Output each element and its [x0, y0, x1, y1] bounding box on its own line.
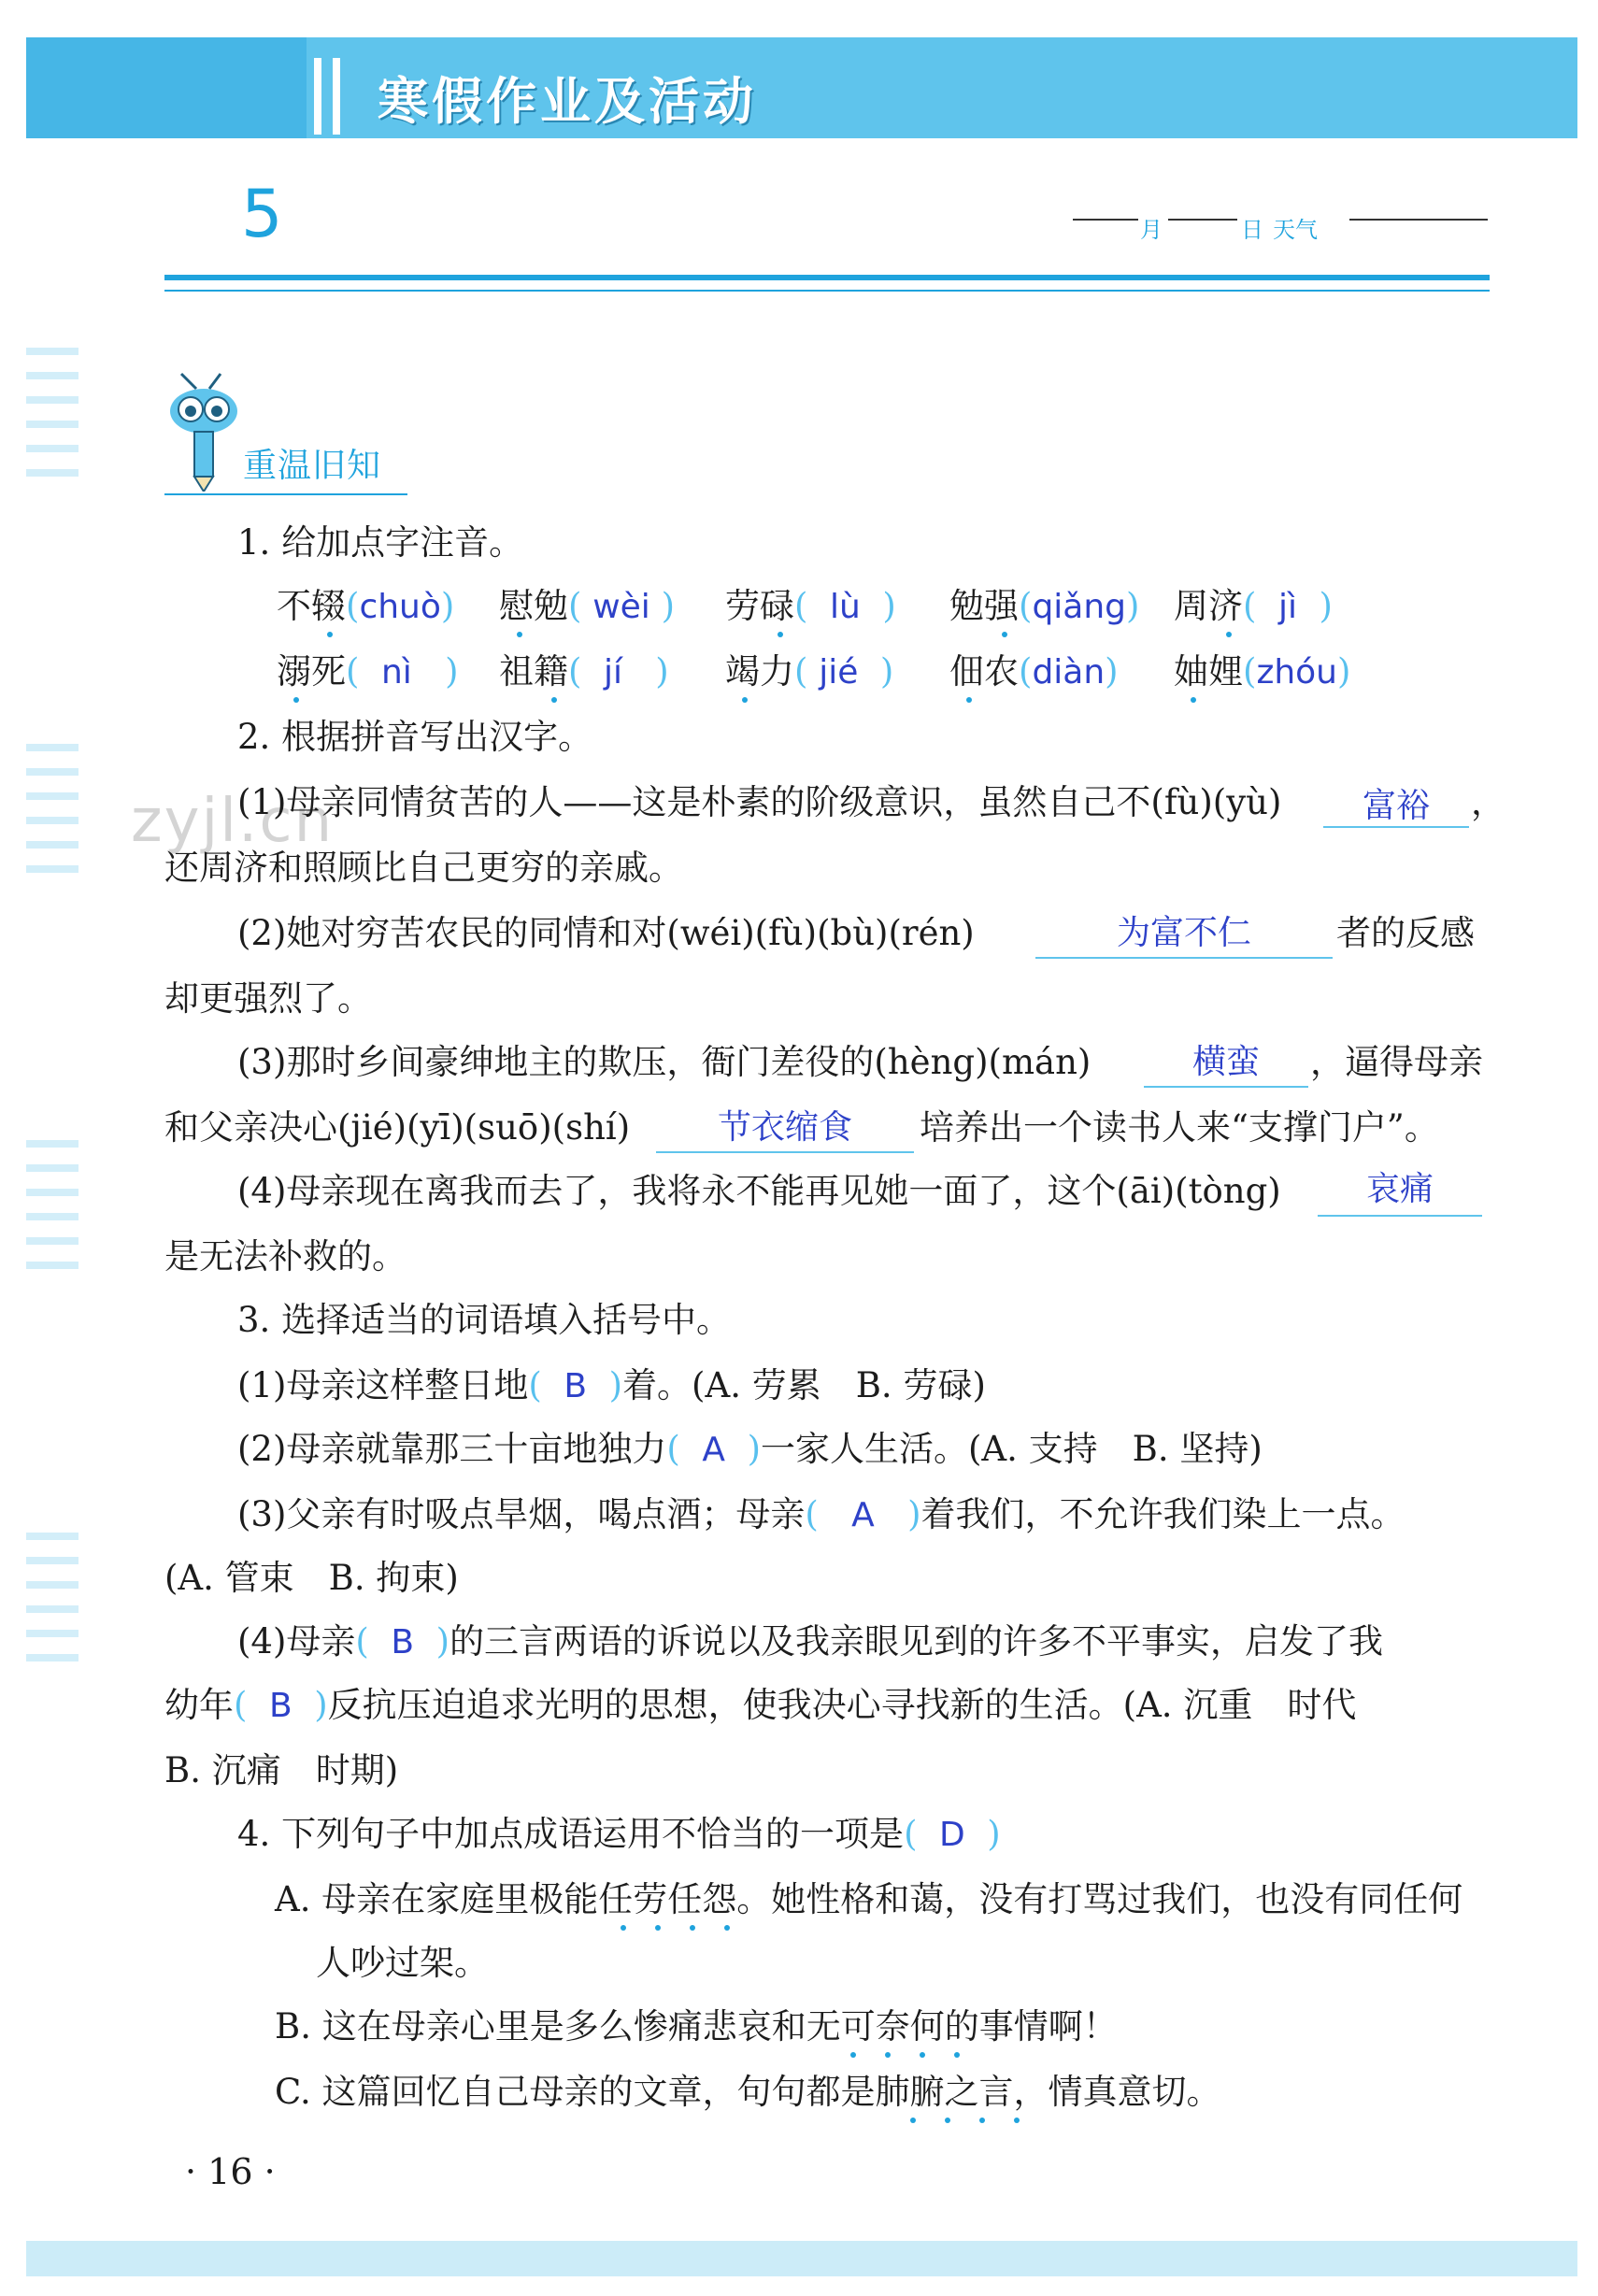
header-rule-thin [164, 290, 1490, 292]
q3-item-1-text: (1)母亲这样整日地 [237, 1365, 529, 1405]
footer-band [26, 2241, 1577, 2276]
q1-item: 周济( jì ) [1174, 586, 1333, 626]
q3-item-2-options: 一家人生活。(A. 支持 B. 坚持) [761, 1429, 1263, 1469]
header-band-decoration [26, 37, 307, 138]
blank-answer: 哀痛 [1365, 1170, 1434, 1208]
q3-item-1: (1)母亲这样整日地( B )着。(A. 劳累 B. 劳碌) [237, 1365, 986, 1405]
answer-blank [1035, 957, 1333, 959]
margin-stripes-top [26, 348, 78, 493]
q3-item-4-options: B. 沉痛 时期) [164, 1750, 399, 1790]
month-blank [1073, 219, 1138, 221]
q1-word: 溺死 [277, 651, 346, 692]
q3-item-4-lead: 幼年 [164, 1685, 234, 1725]
q2-sentence-3c: 培养出一个读书人来“支撑门户”。 [920, 1107, 1439, 1148]
section-badge-label: 重温旧知 [243, 447, 382, 485]
mascot-icon [164, 370, 249, 492]
month-label: 月 [1140, 217, 1163, 243]
q3-item-3: (3)父亲有时吸点旱烟，喝点酒；母亲( A )着我们，不允许我们染上一点。 [237, 1494, 1405, 1534]
q2-sentence-3-tail: ，逼得母亲 [1310, 1042, 1483, 1082]
q3-item-4-middle: 的三言两语的诉说以及我亲眼见到的许多不平事实，启发了我 [449, 1621, 1384, 1661]
q3-item-3-answer: A [851, 1496, 875, 1534]
section-badge [164, 370, 417, 501]
q4-option-b: B. 这在母亲心里是多么惨痛悲哀和无可奈何的事情啊！ [275, 2006, 1118, 2046]
q3-item-4-rest: 反抗压迫追求光明的思想，使我决心寻找新的生活。(A. 沉重 时代 [327, 1685, 1357, 1725]
q4-answer: D [939, 1816, 965, 1854]
q2-sentence-3b: 和父亲决心(jié)(yī)(suō)(shí) [164, 1107, 631, 1148]
header-rule-thick [164, 275, 1490, 280]
q2-sentence-1a: (1)母亲同情贫苦的人——这是朴素的阶级意识，虽然自己不(fù)(yù) [237, 782, 1282, 822]
q2-sentence-2b: 却更强烈了。 [164, 978, 372, 1019]
q3-item-2: (2)母亲就靠那三十亩地独力( A )一家人生活。(A. 支持 B. 坚持) [237, 1429, 1263, 1469]
q1-answer: zhóu [1256, 653, 1337, 692]
q3-item-1-answer: B [564, 1367, 588, 1405]
q1-title: 1. 给加点字注音。 [237, 522, 524, 563]
blank-answer: 节衣缩食 [717, 1108, 852, 1147]
q1-answer: qiǎng [1032, 588, 1127, 626]
q1-word: 劳碌 [725, 586, 794, 626]
q1-word: 周济 [1174, 586, 1243, 626]
q1-item: 慰勉( wèi ) [499, 586, 675, 626]
answer-blank [656, 1151, 914, 1153]
q3-item-3-options: (A. 管束 B. 拘束) [164, 1558, 459, 1598]
q3-item-4-line2: 幼年( B )反抗压迫追求光明的思想，使我决心寻找新的生活。(A. 沉重 时代 [164, 1685, 1357, 1725]
q1-word: 不辍 [277, 586, 346, 626]
q1-answer: jí [603, 653, 622, 692]
q1-answer: lù [829, 588, 861, 626]
q3-item-1-options: 着。(A. 劳累 B. 劳碌) [622, 1365, 986, 1405]
margin-stripes-bottom [26, 1533, 78, 1678]
q4-option-c: C. 这篇回忆自己母亲的文章，句句都是肺腑之言，情真意切。 [275, 2072, 1221, 2112]
day-blank [1168, 219, 1237, 221]
day-label: 日 [1241, 217, 1263, 243]
q1-word: 佃农 [949, 651, 1019, 692]
q3-item-3-text: (3)父亲有时吸点旱烟，喝点酒；母亲 [237, 1494, 806, 1534]
q3-item-4-answer-2: B [268, 1687, 292, 1725]
series-title: 寒假作业及活动 [378, 72, 757, 131]
weather-label: 天气 [1273, 217, 1318, 243]
q3-item-4-answer-1: B [391, 1623, 415, 1661]
watermark: zyjl.cn [131, 787, 335, 856]
margin-stripes-mid [26, 744, 78, 890]
q1-item: 溺死( nì ) [277, 651, 459, 692]
q4-title-text: 4. 下列句子中加点成语运用不恰当的一项是 [237, 1814, 905, 1854]
q3-item-4-text: (4)母亲 [237, 1621, 356, 1661]
q2-sentence-1-comma: ， [1471, 782, 1505, 822]
q3-item-2-text: (2)母亲就靠那三十亩地独力 [237, 1429, 667, 1469]
blank-answer: 富裕 [1362, 787, 1430, 825]
q1-answer: jì [1277, 588, 1297, 626]
q4-option-a-cont: 人吵过架。 [316, 1943, 489, 1983]
q1-item: 不辍(chuò) [277, 586, 455, 626]
q2-sentence-2a: (2)她对穷苦农民的同情和对(wéi)(fù)(bù)(rén) [237, 913, 975, 953]
q1-answer: jié [819, 653, 859, 692]
blank-answer: 横蛮 [1191, 1043, 1260, 1081]
page-number: · 16 · [185, 2151, 276, 2192]
header-bars-decoration [314, 58, 351, 135]
q2-sentence-2-tail: 者的反感 [1336, 913, 1475, 953]
q1-answer: chuò [359, 588, 441, 626]
q1-word: 祖籍 [499, 651, 568, 692]
q1-word: 妯娌 [1174, 651, 1243, 692]
section-badge-underline [164, 493, 407, 495]
q3-item-3-tail: 着我们，不允许我们染上一点。 [920, 1494, 1405, 1534]
q2-sentence-1b: 还周济和照顾比自己更穷的亲戚。 [164, 848, 683, 888]
q4-option-a: A. 母亲在家庭里极能任劳任怨。她性格和蔼，没有打骂过我们，也没有同任何 [275, 1879, 1463, 1919]
q2-sentence-4b: 是无法补救的。 [164, 1236, 407, 1276]
q1-item: 劳碌( lù ) [725, 586, 896, 626]
blank-answer: 为富不仁 [1116, 914, 1251, 952]
q3-item-4: (4)母亲( B )的三言两语的诉说以及我亲眼见到的许多不平事实，启发了我 [237, 1621, 1384, 1661]
q3-item-2-answer: A [702, 1431, 726, 1469]
q1-answer: diàn [1032, 653, 1106, 692]
lesson-number: 5 [241, 176, 283, 252]
header-band [26, 37, 1577, 138]
q1-item: 妯娌(zhóu) [1174, 651, 1351, 692]
q1-item: 佃农(diàn) [949, 651, 1119, 692]
q3-title: 3. 选择适当的词语填入括号中。 [237, 1300, 732, 1340]
q4-title: 4. 下列句子中加点成语运用不恰当的一项是( D ) [237, 1814, 1001, 1854]
q1-item: 祖籍( jí ) [499, 651, 669, 692]
q1-answer: nì [380, 653, 412, 692]
q2-sentence-4a: (4)母亲现在离我而去了，我将永不能再见她一面了，这个(āi)(tòng) [237, 1171, 1281, 1211]
margin-stripes-low [26, 1140, 78, 1286]
q1-word: 勉强 [949, 586, 1019, 626]
q2-sentence-3a: (3)那时乡间豪绅地主的欺压，衙门差役的(hèng)(mán) [237, 1042, 1091, 1082]
q2-title: 2. 根据拼音写出汉字。 [237, 717, 593, 757]
q1-item: 勉强(qiǎng) [949, 586, 1140, 626]
answer-blank [1318, 1215, 1482, 1217]
answer-blank [1144, 1086, 1308, 1088]
q1-answer: wèi [592, 588, 650, 626]
weather-blank [1349, 219, 1488, 221]
q1-item: 竭力( jié ) [725, 651, 894, 692]
q1-word: 竭力 [725, 651, 794, 692]
q1-word: 慰勉 [499, 586, 568, 626]
